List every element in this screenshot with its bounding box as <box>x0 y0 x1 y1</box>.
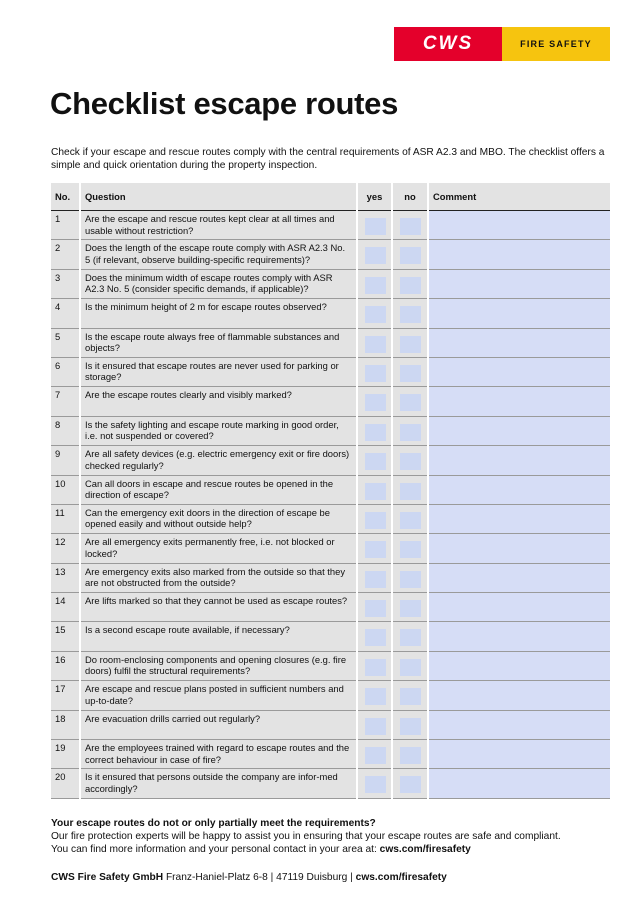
cws-logo <box>394 27 502 61</box>
cta-line1: Our fire protection experts will be happy to assist you in ensuring that your escape routes are safe and compliant. <box>51 831 561 842</box>
table-row <box>51 299 610 328</box>
header-question: Question <box>80 183 357 211</box>
comment-field[interactable] <box>428 740 610 769</box>
footer <box>51 872 447 883</box>
yes-checkbox[interactable] <box>365 336 386 353</box>
row-question: Is the safety lighting and escape route marking in good order, i.e. not suspended or covered? <box>80 416 357 445</box>
header-no-answer: no <box>392 183 428 211</box>
no-cell <box>392 504 428 533</box>
comment-field[interactable] <box>428 357 610 386</box>
yes-cell <box>357 387 392 416</box>
yes-cell <box>357 769 392 798</box>
footer-link[interactable]: cws.com/firesafety <box>355 872 447 883</box>
yes-cell <box>357 622 392 651</box>
table-row <box>51 769 610 798</box>
cta-body <box>51 830 616 856</box>
yes-cell <box>357 240 392 269</box>
table-row <box>51 475 610 504</box>
yes-checkbox[interactable] <box>365 247 386 264</box>
row-question: Is the minimum height of 2 m for escape routes observed? <box>80 299 357 328</box>
no-cell <box>392 475 428 504</box>
row-question: Is it ensured that escape routes are never used for parking or storage? <box>80 357 357 386</box>
yes-cell <box>357 504 392 533</box>
yes-checkbox[interactable] <box>365 512 386 529</box>
no-checkbox[interactable] <box>400 776 421 793</box>
row-number: 3 <box>51 269 80 298</box>
comment-field[interactable] <box>428 211 610 240</box>
comment-field[interactable] <box>428 710 610 739</box>
yes-cell <box>357 651 392 680</box>
row-question: Are emergency exits also marked from the outside so that they are not obstructed from the outside? <box>80 563 357 592</box>
table-row <box>51 740 610 769</box>
table-row <box>51 710 610 739</box>
yes-checkbox[interactable] <box>365 424 386 441</box>
comment-field[interactable] <box>428 563 610 592</box>
row-question: Is the escape route always free of flammable substances and objects? <box>80 328 357 357</box>
comment-field[interactable] <box>428 240 610 269</box>
no-checkbox[interactable] <box>400 571 421 588</box>
no-checkbox[interactable] <box>400 718 421 735</box>
no-checkbox[interactable] <box>400 600 421 617</box>
yes-checkbox[interactable] <box>365 277 386 294</box>
table-row <box>51 211 610 240</box>
yes-cell <box>357 563 392 592</box>
no-cell <box>392 269 428 298</box>
yes-checkbox[interactable] <box>365 453 386 470</box>
no-cell <box>392 622 428 651</box>
row-question: Is it ensured that persons outside the company are infor-med accordingly? <box>80 769 357 798</box>
no-checkbox[interactable] <box>400 424 421 441</box>
header-comment: Comment <box>428 183 610 211</box>
no-cell <box>392 651 428 680</box>
no-cell <box>392 710 428 739</box>
no-checkbox[interactable] <box>400 394 421 411</box>
yes-cell <box>357 475 392 504</box>
brand-tagline <box>502 27 610 61</box>
no-cell <box>392 593 428 622</box>
row-question: Are the escape routes clearly and visibly marked? <box>80 387 357 416</box>
no-cell <box>392 681 428 710</box>
table-row <box>51 416 610 445</box>
row-question: Are all safety devices (e.g. electric emergency exit or fire doors) checked regularly? <box>80 446 357 475</box>
no-cell <box>392 740 428 769</box>
row-number: 10 <box>51 475 80 504</box>
row-number: 19 <box>51 740 80 769</box>
no-cell <box>392 299 428 328</box>
row-number: 17 <box>51 681 80 710</box>
row-number: 16 <box>51 651 80 680</box>
table-row <box>51 387 610 416</box>
yes-cell <box>357 681 392 710</box>
no-checkbox[interactable] <box>400 453 421 470</box>
row-question: Are escape and rescue plans posted in sufficient numbers and up-to-date? <box>80 681 357 710</box>
no-cell <box>392 240 428 269</box>
no-cell <box>392 211 428 240</box>
no-cell <box>392 357 428 386</box>
table-row <box>51 534 610 563</box>
no-checkbox[interactable] <box>400 747 421 764</box>
yes-checkbox[interactable] <box>365 306 386 323</box>
yes-checkbox[interactable] <box>365 776 386 793</box>
comment-field[interactable] <box>428 446 610 475</box>
row-question: Is a second escape route available, if necessary? <box>80 622 357 651</box>
comment-field[interactable] <box>428 416 610 445</box>
comment-field[interactable] <box>428 269 610 298</box>
no-checkbox[interactable] <box>400 512 421 529</box>
table-row <box>51 269 610 298</box>
no-checkbox[interactable] <box>400 629 421 646</box>
no-cell <box>392 416 428 445</box>
header-yes: yes <box>357 183 392 211</box>
yes-checkbox[interactable] <box>365 541 386 558</box>
row-question: Are the escape and rescue routes kept clear at all times and usable without restriction? <box>80 211 357 240</box>
comment-field[interactable] <box>428 651 610 680</box>
table-row <box>51 563 610 592</box>
no-checkbox[interactable] <box>400 688 421 705</box>
row-number: 1 <box>51 211 80 240</box>
row-number: 18 <box>51 710 80 739</box>
yes-cell <box>357 534 392 563</box>
row-question: Can all doors in escape and rescue routes be opened in the direction of escape? <box>80 475 357 504</box>
comment-field[interactable] <box>428 504 610 533</box>
yes-checkbox[interactable] <box>365 571 386 588</box>
table-row <box>51 446 610 475</box>
brand-header <box>394 27 610 61</box>
yes-checkbox[interactable] <box>365 629 386 646</box>
no-cell <box>392 534 428 563</box>
table-row <box>51 593 610 622</box>
row-number: 14 <box>51 593 80 622</box>
row-question: Can the emergency exit doors in the direction of escape be opened easily and without outside help? <box>80 504 357 533</box>
row-number: 20 <box>51 769 80 798</box>
no-checkbox[interactable] <box>400 306 421 323</box>
yes-checkbox[interactable] <box>365 394 386 411</box>
footer-company: CWS Fire Safety GmbH <box>51 872 164 883</box>
yes-cell <box>357 357 392 386</box>
row-number: 8 <box>51 416 80 445</box>
logo-text: CWS <box>422 33 474 54</box>
no-checkbox[interactable] <box>400 483 421 500</box>
no-cell <box>392 328 428 357</box>
yes-checkbox[interactable] <box>365 365 386 382</box>
row-number: 11 <box>51 504 80 533</box>
no-checkbox[interactable] <box>400 365 421 382</box>
table-row <box>51 504 610 533</box>
row-question: Does the minimum width of escape routes comply with ASR A2.3 No. 5 (consider specific demands, if applicable)? <box>80 269 357 298</box>
comment-field[interactable] <box>428 299 610 328</box>
yes-cell <box>357 269 392 298</box>
yes-checkbox[interactable] <box>365 483 386 500</box>
yes-cell <box>357 593 392 622</box>
yes-checkbox[interactable] <box>365 218 386 235</box>
table-row <box>51 328 610 357</box>
no-checkbox[interactable] <box>400 247 421 264</box>
comment-field[interactable] <box>428 475 610 504</box>
page-title: Checklist escape routes <box>50 86 399 121</box>
yes-cell <box>357 710 392 739</box>
yes-cell <box>357 211 392 240</box>
table-row <box>51 357 610 386</box>
row-number: 12 <box>51 534 80 563</box>
comment-field[interactable] <box>428 328 610 357</box>
yes-checkbox[interactable] <box>365 600 386 617</box>
cta-link[interactable]: cws.com/firesafety <box>379 844 471 855</box>
yes-checkbox[interactable] <box>365 688 386 705</box>
row-number: 15 <box>51 622 80 651</box>
comment-field[interactable] <box>428 769 610 798</box>
yes-cell <box>357 446 392 475</box>
yes-cell <box>357 328 392 357</box>
comment-field[interactable] <box>428 593 610 622</box>
row-question: Does the length of the escape route comply with ASR A2.3 No. 5 (if relevant, observe building-specific requirements)? <box>80 240 357 269</box>
row-number: 7 <box>51 387 80 416</box>
comment-field[interactable] <box>428 534 610 563</box>
table-header-row <box>51 183 610 211</box>
table-row <box>51 681 610 710</box>
intro-text: Check if your escape and rescue routes comply with the central requirements of ASR A2.3 and MBO. The checklist offers a simple and quick orientation during the property inspection. <box>51 147 605 171</box>
no-checkbox[interactable] <box>400 277 421 294</box>
no-cell <box>392 563 428 592</box>
comment-field[interactable] <box>428 622 610 651</box>
row-number: 4 <box>51 299 80 328</box>
yes-cell <box>357 299 392 328</box>
row-number: 13 <box>51 563 80 592</box>
footer-address: Franz-Haniel-Platz 6-8 | 47119 Duisburg | <box>165 872 353 883</box>
header-no: No. <box>51 183 80 211</box>
table-row <box>51 622 610 651</box>
row-question: Do room-enclosing components and opening closures (e.g. fire doors) fulfil the structural requirements? <box>80 651 357 680</box>
comment-field[interactable] <box>428 681 610 710</box>
table-row <box>51 240 610 269</box>
no-checkbox[interactable] <box>400 218 421 235</box>
yes-cell <box>357 740 392 769</box>
yes-checkbox[interactable] <box>365 659 386 676</box>
cta-line2: You can find more information and your personal contact in your area at: <box>51 844 377 855</box>
table-row <box>51 651 610 680</box>
row-number: 2 <box>51 240 80 269</box>
row-number: 5 <box>51 328 80 357</box>
yes-cell <box>357 416 392 445</box>
no-cell <box>392 387 428 416</box>
no-checkbox[interactable] <box>400 659 421 676</box>
yes-checkbox[interactable] <box>365 747 386 764</box>
tagline-text: FIRE SAFETY <box>520 39 592 49</box>
row-question: Are all emergency exits permanently free, i.e. not blocked or locked? <box>80 534 357 563</box>
row-number: 9 <box>51 446 80 475</box>
row-question: Are evacuation drills carried out regularly? <box>80 710 357 739</box>
no-checkbox[interactable] <box>400 541 421 558</box>
yes-checkbox[interactable] <box>365 718 386 735</box>
row-question: Are the employees trained with regard to escape routes and the correct behaviour in case of fire? <box>80 740 357 769</box>
no-cell <box>392 769 428 798</box>
cta-heading: Your escape routes do not or only partially meet the requirements? <box>51 818 376 829</box>
checklist-table <box>51 183 610 799</box>
no-checkbox[interactable] <box>400 336 421 353</box>
comment-field[interactable] <box>428 387 610 416</box>
row-number: 6 <box>51 357 80 386</box>
row-question: Are lifts marked so that they cannot be used as escape routes? <box>80 593 357 622</box>
no-cell <box>392 446 428 475</box>
